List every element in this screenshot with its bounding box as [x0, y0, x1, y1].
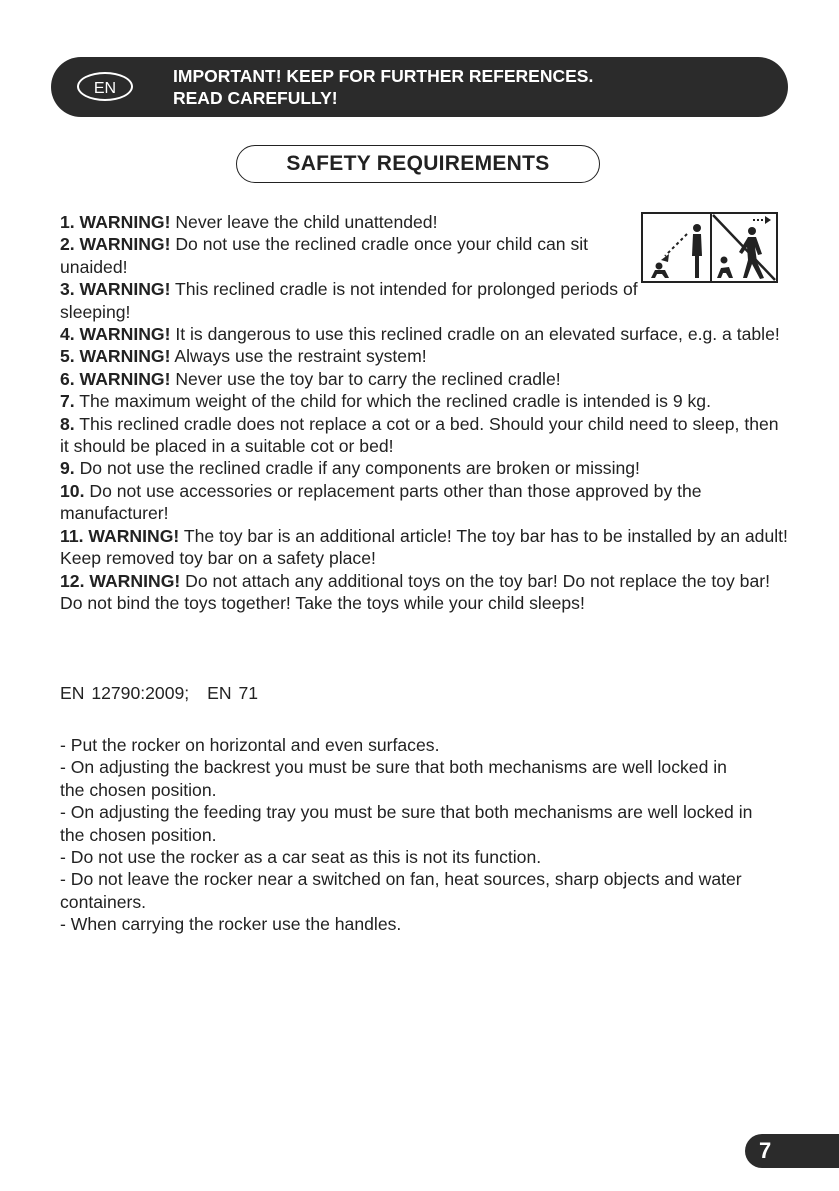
tip-item: - When carrying the rocker use the handles.	[60, 914, 402, 935]
warning-item: 12. WARNING! Do not attach any additional toys on the toy bar! Do not replace the toy bar! Do not bind the toys together! Take the toys while your child sleeps!	[60, 570, 771, 613]
tip-item: - On adjusting the feeding tray you must be sure that both mechanisms are well locked in the chosen position.	[60, 802, 753, 845]
warning-item: 5. WARNING! Always use the restraint system!	[60, 346, 427, 367]
warning-item: 6. WARNING! Never use the toy bar to carry the reclined cradle!	[60, 368, 561, 389]
warning-item: 7. The maximum weight of the child for which the reclined cradle is intended is 9 kg.	[60, 391, 711, 412]
warning-item: 2. WARNING! Do not use the reclined cradle once your child can sit unaided!	[60, 234, 589, 277]
warning-item: 10. Do not use accessories or replacement parts other than those approved by the manufacturer!	[60, 480, 702, 524]
warning-item: 4. WARNING! It is dangerous to use this reclined cradle on an elevated surface, e.g. a table!	[60, 324, 780, 345]
warnings-list	[60, 211, 790, 614]
header-text	[173, 65, 593, 109]
warning-item: 8. This reclined cradle does not replace a cot or a bed. Should your child need to sleep, then it should be placed in a suitable cot or bed!	[60, 413, 779, 457]
header-line-2: READ CAREFULLY!	[173, 88, 338, 108]
standard-en71: EN 71	[207, 683, 259, 703]
section-title: SAFETY REQUIREMENTS	[236, 145, 600, 183]
warning-item: 9. Do not use the reclined cradle if any components are broken or missing!	[60, 458, 640, 479]
page-number: 7	[759, 1138, 772, 1163]
tip-item: - Put the rocker on horizontal and even surfaces.	[60, 735, 440, 755]
header-banner	[51, 57, 788, 117]
warning-item: 3. WARNING! This reclined cradle is not intended for prolonged periods of sleeping!	[60, 279, 638, 322]
standard-en12790: EN 12790:2009;	[60, 683, 190, 703]
tip-item: - Do not leave the rocker near a switched on fan, heat sources, sharp objects and water containers.	[60, 869, 742, 912]
warning-item: 1. WARNING! Never leave the child unattended!	[60, 212, 438, 232]
warning-item: 11. WARNING! The toy bar is an additional article! The toy bar has to be installed by an adult! Keep removed toy bar on a safety place!	[60, 525, 788, 569]
language-badge: EN	[77, 72, 133, 101]
tip-item: - Do not use the rocker as a car seat as this is not its function.	[60, 847, 542, 868]
page-number-tab	[745, 1134, 839, 1168]
tip-item: - On adjusting the backrest you must be sure that both mechanisms are well locked in the chosen position.	[60, 757, 727, 800]
standards-line	[60, 682, 258, 704]
usage-tips-list	[60, 734, 790, 936]
header-line-1: IMPORTANT! KEEP FOR FURTHER REFERENCES.	[173, 66, 594, 86]
